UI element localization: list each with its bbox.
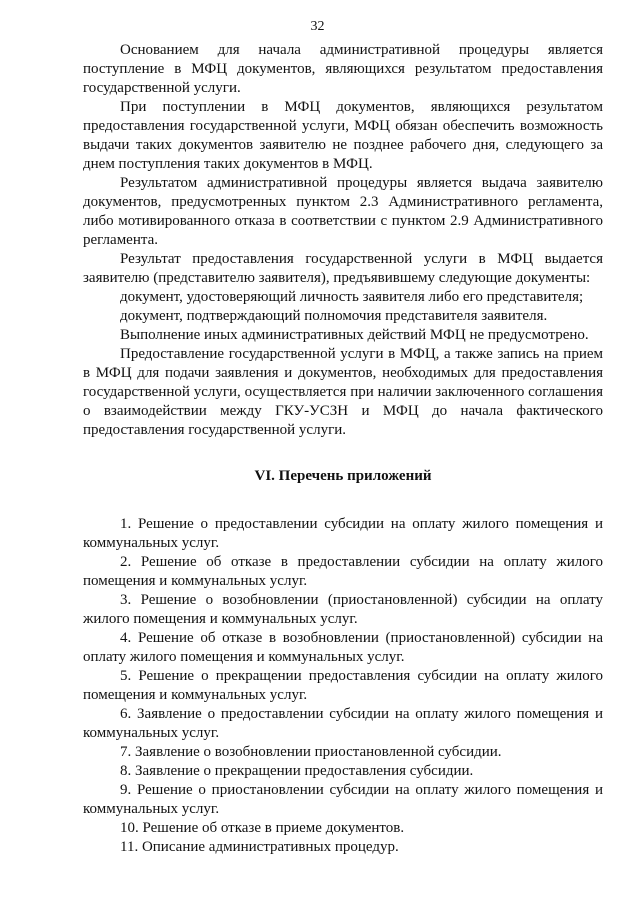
appendix-item: 2. Решение об отказе в предоставлении субсидии на оплату жилого помещения и коммунальных услуг. — [83, 554, 603, 589]
appendix-item: 11. Описание административных процедур. — [120, 839, 399, 855]
appendix-item: 4. Решение об отказе в возобновлении (приостановленной) субсидии на оплату жилого помещения и коммунальных услуг. — [83, 630, 603, 665]
paragraph: Результатом административной процедуры является выдача заявителю документов, предусмотренных пунктом 2.3 Административного регламента, либо мотивированного отказа в соответствии с пунктом 2.9 Административного регламента. — [83, 175, 603, 248]
appendix-item: 1. Решение о предоставлении субсидии на оплату жилого помещения и коммунальных услуг. — [83, 516, 603, 551]
paragraph: При поступлении в МФЦ документов, являющихся результатом предоставления государственной услуги, МФЦ обязан обеспечить возможность выдачи таких документов заявителю не позднее рабочего дня, следующего за днем поступления таких документов в МФЦ. — [83, 99, 603, 172]
paragraph: Выполнение иных административных действий МФЦ не предусмотрено. — [120, 327, 589, 343]
appendix-item: 3. Решение о возобновлении (приостановленной) субсидии на оплату жилого помещения и коммунальных услуг. — [83, 592, 603, 627]
document-body — [83, 41, 603, 857]
appendix-item: 9. Решение о приостановлении субсидии на оплату жилого помещения и коммунальных услуг. — [83, 782, 603, 817]
paragraph: Предоставление государственной услуги в МФЦ, а также запись на прием в МФЦ для подачи заявления и документов, необходимых для предоставления государственной услуги, осуществляется при наличии заключенного соглашения о взаимодействии между ГКУ-УСЗН и МФЦ до начала фактического предоставления государственной услуги. — [83, 346, 603, 438]
paragraph: Основанием для начала административной процедуры является поступление в МФЦ документов, являющихся результатом предоставления государственной услуги. — [83, 42, 603, 96]
page-number: 32 — [310, 19, 325, 34]
paragraph: Результат предоставления государственной услуги в МФЦ выдается заявителю (представителю заявителя), предъявившему следующие документы: — [83, 251, 603, 286]
appendix-item: 6. Заявление о предоставлении субсидии на оплату жилого помещения и коммунальных услуг. — [83, 706, 603, 741]
section-heading: VI. Перечень приложений — [254, 468, 432, 484]
appendix-item: 5. Решение о прекращении предоставления субсидии на оплату жилого помещения и коммунальных услуг. — [83, 668, 603, 703]
appendix-item: 7. Заявление о возобновлении приостановленной субсидии. — [120, 744, 502, 760]
required-document-item: документ, подтверждающий полномочия представителя заявителя. — [120, 308, 548, 324]
required-document-item: документ, удостоверяющий личность заявителя либо его представителя; — [120, 289, 584, 305]
appendix-item: 10. Решение об отказе в приеме документов. — [120, 820, 405, 836]
appendix-item: 8. Заявление о прекращении предоставления субсидии. — [120, 763, 474, 779]
